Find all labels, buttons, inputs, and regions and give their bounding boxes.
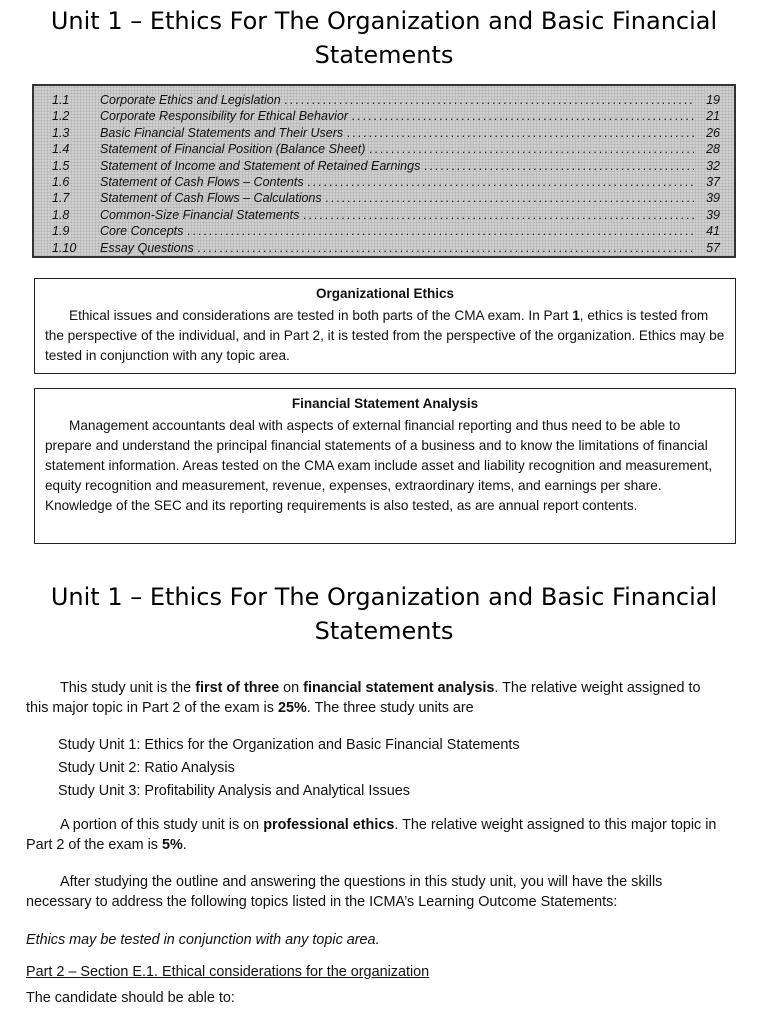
toc-page-number: 19 xyxy=(706,93,720,107)
toc-row xyxy=(52,223,720,239)
organizational-ethics-text xyxy=(45,306,725,366)
fsa-heading: Financial Statement Analysis xyxy=(291,396,479,411)
organizational-ethics-heading: Organizational Ethics xyxy=(315,286,455,301)
intro-bold: financial statement analysis xyxy=(303,680,495,696)
toc-row xyxy=(52,108,720,124)
intro-text: . The three study units are xyxy=(306,700,474,716)
toc-title: Statement of Cash Flows – Contents xyxy=(100,174,304,189)
study-units-list xyxy=(58,734,520,803)
toc-number: 1.3 xyxy=(52,125,70,140)
toc-page-number: 28 xyxy=(706,142,720,157)
toc-page-number: 41 xyxy=(706,224,720,239)
toc-leader-dots xyxy=(352,108,694,124)
toc-title: Statement of Financial Position (Balance Sheet) xyxy=(100,142,366,157)
toc-page-number: 37 xyxy=(706,174,720,189)
toc-leader-dots xyxy=(285,92,694,108)
intro-bold: 25% xyxy=(277,700,307,716)
toc-number: 1.1 xyxy=(52,93,70,107)
after-text: After studying the outline and answering the questions in this study unit, you will have the skills necessary to address the following topics listed in the ICMA’s Learning Outcome Statements: xyxy=(26,874,663,910)
organizational-ethics-box xyxy=(34,278,736,374)
pro-bold: 5% xyxy=(161,837,183,853)
toc-number: 1.4 xyxy=(52,142,70,157)
toc-title: Common-Size Financial Statements xyxy=(100,207,300,222)
title-line-2: Statements xyxy=(314,617,454,645)
intro-bold: first of three xyxy=(195,680,280,696)
title-line-1: Unit 1 – Ethics For The Organization and Basic Financial xyxy=(50,7,718,35)
after-studying-paragraph xyxy=(26,872,726,912)
intro-paragraph xyxy=(26,678,726,718)
toc-row xyxy=(52,240,720,256)
toc-leader-dots xyxy=(424,158,694,174)
slide-title-top xyxy=(20,4,748,72)
toc-title: Statement of Cash Flows – Calculations xyxy=(100,191,322,206)
toc-leader-dots xyxy=(347,125,694,141)
toc-page-number: 39 xyxy=(706,207,720,222)
slide-title-bottom xyxy=(20,580,748,648)
toc-number: 1.9 xyxy=(52,224,70,239)
ethics-text-bold: 1 xyxy=(572,308,580,323)
intro-text: on xyxy=(279,680,304,696)
toc-title: Essay Questions xyxy=(100,240,194,255)
toc-number: 1.10 xyxy=(52,240,77,255)
toc-leader-dots xyxy=(187,223,694,239)
title-line-2: Statements xyxy=(314,41,454,69)
toc-number: 1.6 xyxy=(52,174,70,189)
list-item: Study Unit 3: Profitability Analysis and Analytical Issues xyxy=(58,783,410,799)
professional-ethics-paragraph xyxy=(26,815,726,855)
toc-leader-dots xyxy=(308,174,694,190)
ethics-text-part: Ethical issues and considerations are tested in both parts of the CMA exam. In Part xyxy=(69,308,573,323)
list-item: Study Unit 1: Ethics for the Organization and Basic Financial Statements xyxy=(58,737,520,753)
toc-number: 1.7 xyxy=(52,191,70,206)
list-item: Study Unit 2: Ratio Analysis xyxy=(58,760,235,776)
toc-number: 1.2 xyxy=(52,109,70,124)
toc-row xyxy=(52,174,720,190)
toc-row xyxy=(52,207,720,223)
toc-leader-dots xyxy=(303,207,694,223)
toc-page-number: 26 xyxy=(706,125,720,140)
fsa-text: Management accountants deal with aspects of external financial reporting and thus need to be able to prepare and understand the principal financial statements of a business and to know the limitations of financial statement information. Areas tested on the CMA exam include asset and liability recognition and measurement, equity recognition and measurement, revenue, expenses, extraordinary items, and earnings per share. Knowledge of the SEC and its reporting requirements is also tested, as are annual report contents. xyxy=(45,418,713,513)
table-of-contents xyxy=(32,84,736,258)
toc-row xyxy=(52,158,720,174)
toc-title: Corporate Ethics and Legislation xyxy=(100,93,281,107)
toc-number: 1.5 xyxy=(52,158,70,173)
toc-title: Core Concepts xyxy=(100,224,184,239)
section-heading: Part 2 – Section E.1. Ethical considerations for the organization xyxy=(26,964,430,980)
intro-text: . The relative weight assigned to this major topic in Part 2 of the exam is xyxy=(26,680,701,716)
toc-leader-dots xyxy=(198,240,694,256)
pro-text: . xyxy=(182,837,187,853)
pro-bold: professional ethics xyxy=(263,817,395,833)
toc-title: Statement of Income and Statement of Retained Earnings xyxy=(100,158,421,173)
toc-page-number: 39 xyxy=(706,191,720,206)
toc-leader-dots xyxy=(326,190,694,206)
candidate-text: The candidate should be able to: xyxy=(26,990,235,1006)
pro-text: . The relative weight assigned to this major topic in Part 2 of the exam is xyxy=(26,817,717,853)
toc-row xyxy=(52,125,720,141)
ethics-note: Ethics may be tested in conjunction with any topic area. xyxy=(26,932,380,948)
toc-title: Corporate Responsibility for Ethical Behavior xyxy=(100,109,349,124)
toc-page-number: 57 xyxy=(706,240,720,255)
toc-page-number: 21 xyxy=(706,109,720,124)
ethics-text-part: , ethics is tested from the perspective of the individual, and in Part 2, it is tested from the perspective of the organization. Ethics may be tested in conjunction with any topic area. xyxy=(45,308,725,363)
toc-page-number: 32 xyxy=(706,158,720,173)
title-line-1: Unit 1 – Ethics For The Organization and Basic Financial xyxy=(50,583,718,611)
toc-row xyxy=(52,190,720,206)
intro-text: This study unit is the xyxy=(60,680,196,696)
toc-leader-dots xyxy=(369,141,694,157)
pro-text: A portion of this study unit is on xyxy=(60,817,264,833)
toc-number: 1.8 xyxy=(52,207,70,222)
toc-title: Basic Financial Statements and Their Users xyxy=(100,125,344,140)
toc-row xyxy=(52,141,720,157)
financial-statement-analysis-box xyxy=(34,388,736,544)
toc-row xyxy=(52,92,720,108)
